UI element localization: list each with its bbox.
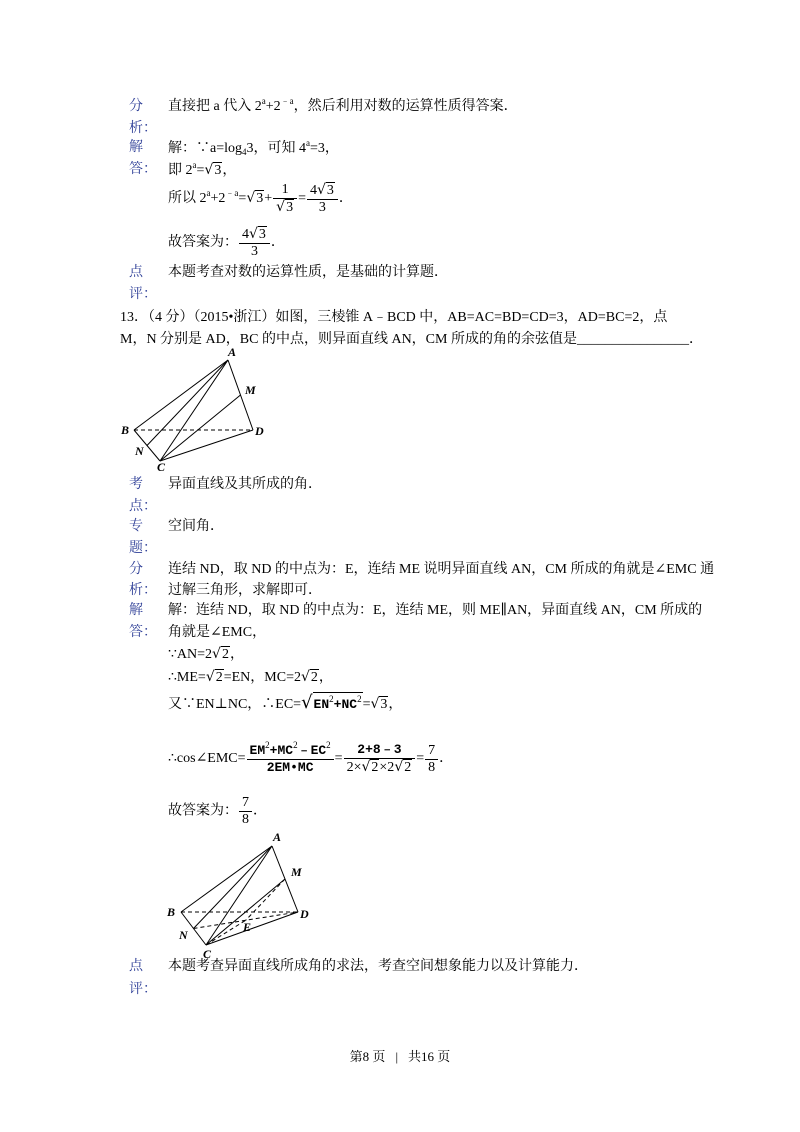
- text-segment: =: [416, 751, 425, 767]
- edge-ac: [206, 846, 272, 945]
- solution-line-5: [168, 692, 402, 715]
- square-root: [370, 697, 388, 712]
- denominator: 2EM•MC: [266, 759, 314, 775]
- analysis-label-1: 分: [129, 562, 143, 577]
- vertex-label-d: D: [255, 424, 264, 438]
- fraction: [239, 795, 252, 828]
- solution-label-1: 解: [129, 140, 143, 155]
- text-segment: ，: [222, 163, 237, 178]
- text-segment: 直接把 a 代入 2: [168, 99, 262, 114]
- edge-me-dashed: [246, 879, 285, 920]
- keypoint-text: 异面直线及其所成的角．: [168, 477, 322, 492]
- vertex-label-e: E: [243, 920, 252, 934]
- subscript: 4: [242, 147, 247, 157]
- fraction: [273, 182, 297, 216]
- solution-label-2: 答：: [129, 625, 157, 640]
- vertex-label-n: N: [135, 444, 144, 458]
- radical-sign: √: [370, 696, 380, 712]
- square-root: [249, 227, 267, 242]
- square-root: [276, 200, 294, 215]
- square-root: [204, 163, 222, 178]
- denominator: 8: [242, 812, 249, 827]
- text-segment: =: [196, 163, 205, 178]
- text-segment: ×2: [379, 760, 395, 775]
- footer-separator: |: [395, 1049, 399, 1064]
- vertex-label-m: M: [291, 865, 302, 879]
- radical-sign: √: [361, 759, 371, 775]
- text-segment: =EN，MC=2: [223, 670, 301, 685]
- text-segment: EM: [249, 742, 266, 758]
- superscript: a: [306, 138, 310, 148]
- solution-line-3: [168, 644, 244, 665]
- radical-sign: √: [300, 669, 310, 685]
- radical-sign: √: [316, 182, 326, 198]
- superscript: 2: [326, 739, 331, 750]
- text-segment: ．: [688, 332, 703, 347]
- text-segment: M，N 分别是 AD，BC 的中点，则异面直线 AN，CM 所成的角的余弦值是: [120, 332, 577, 347]
- radicand: 3: [258, 227, 266, 242]
- text-segment: +: [264, 191, 273, 207]
- radicand: 2: [215, 670, 223, 685]
- square-root: [317, 183, 335, 198]
- fraction: [239, 226, 270, 260]
- edge-ac: [160, 360, 228, 461]
- edge-an: [147, 360, 228, 446]
- vertex-label-a: A: [273, 830, 282, 844]
- solution-line-3: [168, 182, 353, 216]
- solution-line-4: [168, 667, 333, 688]
- vertex-label-b: B: [121, 423, 130, 437]
- radicand: 3: [326, 183, 334, 198]
- analysis-label-1: 分: [129, 99, 143, 114]
- text-segment: +MC: [269, 742, 294, 758]
- keypoint-label-2: 点：: [129, 499, 157, 514]
- topic-label-2: 题：: [129, 541, 157, 556]
- denominator: 3: [250, 244, 258, 259]
- analysis-label-2: 析：: [129, 583, 157, 598]
- solution-line-1: 解：连结 ND，取 ND 的中点为：E，连结 ME，则 ME∥AN，异面直线 AN，CM 所成的: [168, 603, 703, 618]
- pyramid-figure-with-midpoint: [163, 828, 318, 961]
- radicand: 2: [371, 760, 379, 775]
- superscript: 2: [329, 694, 334, 704]
- edge-cm: [160, 395, 241, 461]
- superscript: a: [192, 160, 197, 170]
- radicand: 3: [286, 200, 294, 215]
- text-segment: 4: [309, 183, 317, 198]
- text-segment: 故答案为：: [168, 803, 238, 819]
- solution-line-2: 角就是∠EMC，: [168, 625, 267, 640]
- vertex-label-d: D: [300, 907, 309, 921]
- text-segment: ．: [253, 803, 267, 819]
- text-segment: 又∵EN⊥NC，∴EC=: [168, 697, 302, 712]
- page-number: 第8 页: [349, 1049, 386, 1064]
- square-root: [301, 670, 319, 685]
- radicand: 3: [256, 191, 264, 207]
- text-segment: +2: [265, 99, 281, 114]
- review-label-1: 点: [129, 265, 143, 280]
- radicand: 3: [380, 697, 388, 712]
- text-segment: =: [362, 697, 371, 712]
- pyramid-figure: [115, 343, 270, 474]
- text-segment: ∵AN=2: [168, 647, 213, 662]
- edge-cd: [206, 912, 298, 945]
- radical-sign: √: [276, 199, 286, 215]
- text-segment: ．: [439, 751, 454, 767]
- numerator: [247, 739, 334, 760]
- review-label-2: 评：: [129, 982, 157, 997]
- numerator: 1: [273, 182, 297, 199]
- radical-sign: √: [249, 226, 258, 242]
- vertex-label-c: C: [157, 460, 166, 474]
- vertex-label-n: N: [179, 928, 188, 942]
- review-label-1: 点: [129, 959, 143, 974]
- edge-an: [194, 846, 273, 929]
- square-root: [394, 760, 412, 775]
- text-segment: 3，可知 4: [246, 141, 306, 156]
- text-segment: =: [298, 191, 306, 207]
- edge-cd: [160, 430, 253, 461]
- square-root: [301, 692, 363, 713]
- text-segment: ，然后利用对数的运算性质得答案．: [293, 99, 518, 114]
- solution-label-2: 答：: [129, 162, 157, 177]
- vertex-label-a: A: [228, 345, 237, 359]
- radical-sign: √: [205, 669, 215, 685]
- edge-ab: [181, 846, 272, 912]
- text-segment: ．: [270, 235, 285, 251]
- answer-blank: ________________: [576, 332, 689, 347]
- numerator: [307, 182, 338, 200]
- radical-sign: √: [246, 190, 256, 207]
- text-segment: ﹣EC: [297, 742, 327, 758]
- radical-sign: √: [212, 646, 221, 662]
- question-line-1: 13．（4 分）（2015•浙江）如图，三棱锥 A﹣BCD 中，AB=AC=BD=CD=3，AD=BC=2，点: [120, 310, 668, 325]
- superscript: 2: [357, 694, 362, 704]
- edge-ab: [134, 360, 228, 430]
- superscript: ﹣a: [225, 188, 239, 199]
- text-segment: ，: [388, 697, 403, 712]
- fraction: [247, 739, 334, 776]
- page-footer: [0, 1048, 800, 1066]
- square-root: [361, 760, 379, 775]
- text-segment: =: [238, 191, 247, 207]
- text-segment: EN: [313, 697, 330, 712]
- solution-answer: [168, 795, 267, 828]
- text-segment: ∴cos∠EMC=: [168, 751, 246, 767]
- numerator: 2+8﹣3: [344, 742, 416, 759]
- solution-line-1: [168, 139, 339, 159]
- analysis-text: [168, 97, 518, 117]
- square-root: [206, 670, 224, 685]
- text-segment: ．: [338, 191, 353, 207]
- text-segment: ∴ME=: [168, 670, 206, 685]
- radical-sign: √: [204, 162, 214, 178]
- text-segment: 2×: [346, 760, 362, 775]
- radicand: 3: [214, 163, 222, 178]
- text-segment: =: [334, 751, 343, 767]
- radical-sign: √: [394, 759, 404, 775]
- text-segment: +2: [210, 191, 226, 207]
- radical-sign: √: [301, 692, 313, 713]
- text-segment: 解：∵a=log: [168, 141, 242, 156]
- superscript: a: [261, 96, 266, 106]
- review-label-2: 评：: [129, 287, 157, 302]
- analysis-line-1: 连结 ND，取 ND 的中点为：E，连结 ME 说明异面直线 AN，CM 所成的角就是∠EMC 通: [168, 562, 715, 577]
- radicand: 2: [404, 760, 412, 775]
- superscript: a: [206, 188, 211, 199]
- text-segment: ，: [318, 670, 333, 685]
- text-segment: 所以 2: [168, 191, 207, 207]
- topic-text: 空间角．: [168, 519, 224, 534]
- text-segment: +NC: [333, 697, 358, 712]
- keypoint-label-1: 考: [129, 477, 143, 492]
- fraction: [425, 743, 438, 776]
- superscript: 2: [293, 739, 298, 750]
- text-segment: 4: [242, 227, 249, 242]
- denominator: [344, 759, 416, 776]
- denominator: 3: [318, 200, 326, 215]
- analysis-line-2: 过解三角形，求解即可．: [168, 583, 322, 598]
- numerator: [239, 226, 270, 244]
- square-root: [212, 647, 230, 662]
- review-text: 本题考查异面直线所成角的求法，考查空间想象能力以及计算能力．: [168, 959, 588, 974]
- text-segment: ，: [229, 647, 244, 662]
- numerator: 7: [425, 743, 438, 760]
- radicand: 2: [310, 670, 318, 685]
- vertex-label-c: C: [203, 947, 212, 961]
- vertex-label-b: B: [167, 905, 176, 919]
- review-text: 本题考查对数的运算性质，是基础的计算题．: [168, 265, 448, 280]
- fraction: [307, 182, 338, 216]
- page-total: 共16 页: [408, 1049, 451, 1064]
- solution-label-1: 解: [129, 603, 143, 618]
- radicand: 2: [221, 647, 229, 662]
- analysis-label-2: 析：: [129, 121, 157, 136]
- topic-label-1: 专: [129, 519, 143, 534]
- radicand: [313, 692, 363, 713]
- fraction: [344, 742, 416, 776]
- superscript: ﹣a: [280, 96, 294, 106]
- solution-answer: [168, 226, 285, 260]
- text-segment: 即 2: [168, 163, 193, 178]
- denominator: [273, 199, 297, 216]
- text-segment: =3，: [310, 141, 339, 156]
- denominator: 8: [428, 759, 436, 775]
- solution-line-2: [168, 160, 236, 181]
- square-root: [246, 191, 264, 206]
- vertex-label-m: M: [245, 383, 256, 397]
- solution-line-6: [168, 739, 454, 776]
- superscript: 2: [265, 739, 270, 750]
- numerator: 7: [239, 795, 252, 812]
- text-segment: 故答案为：: [168, 235, 238, 251]
